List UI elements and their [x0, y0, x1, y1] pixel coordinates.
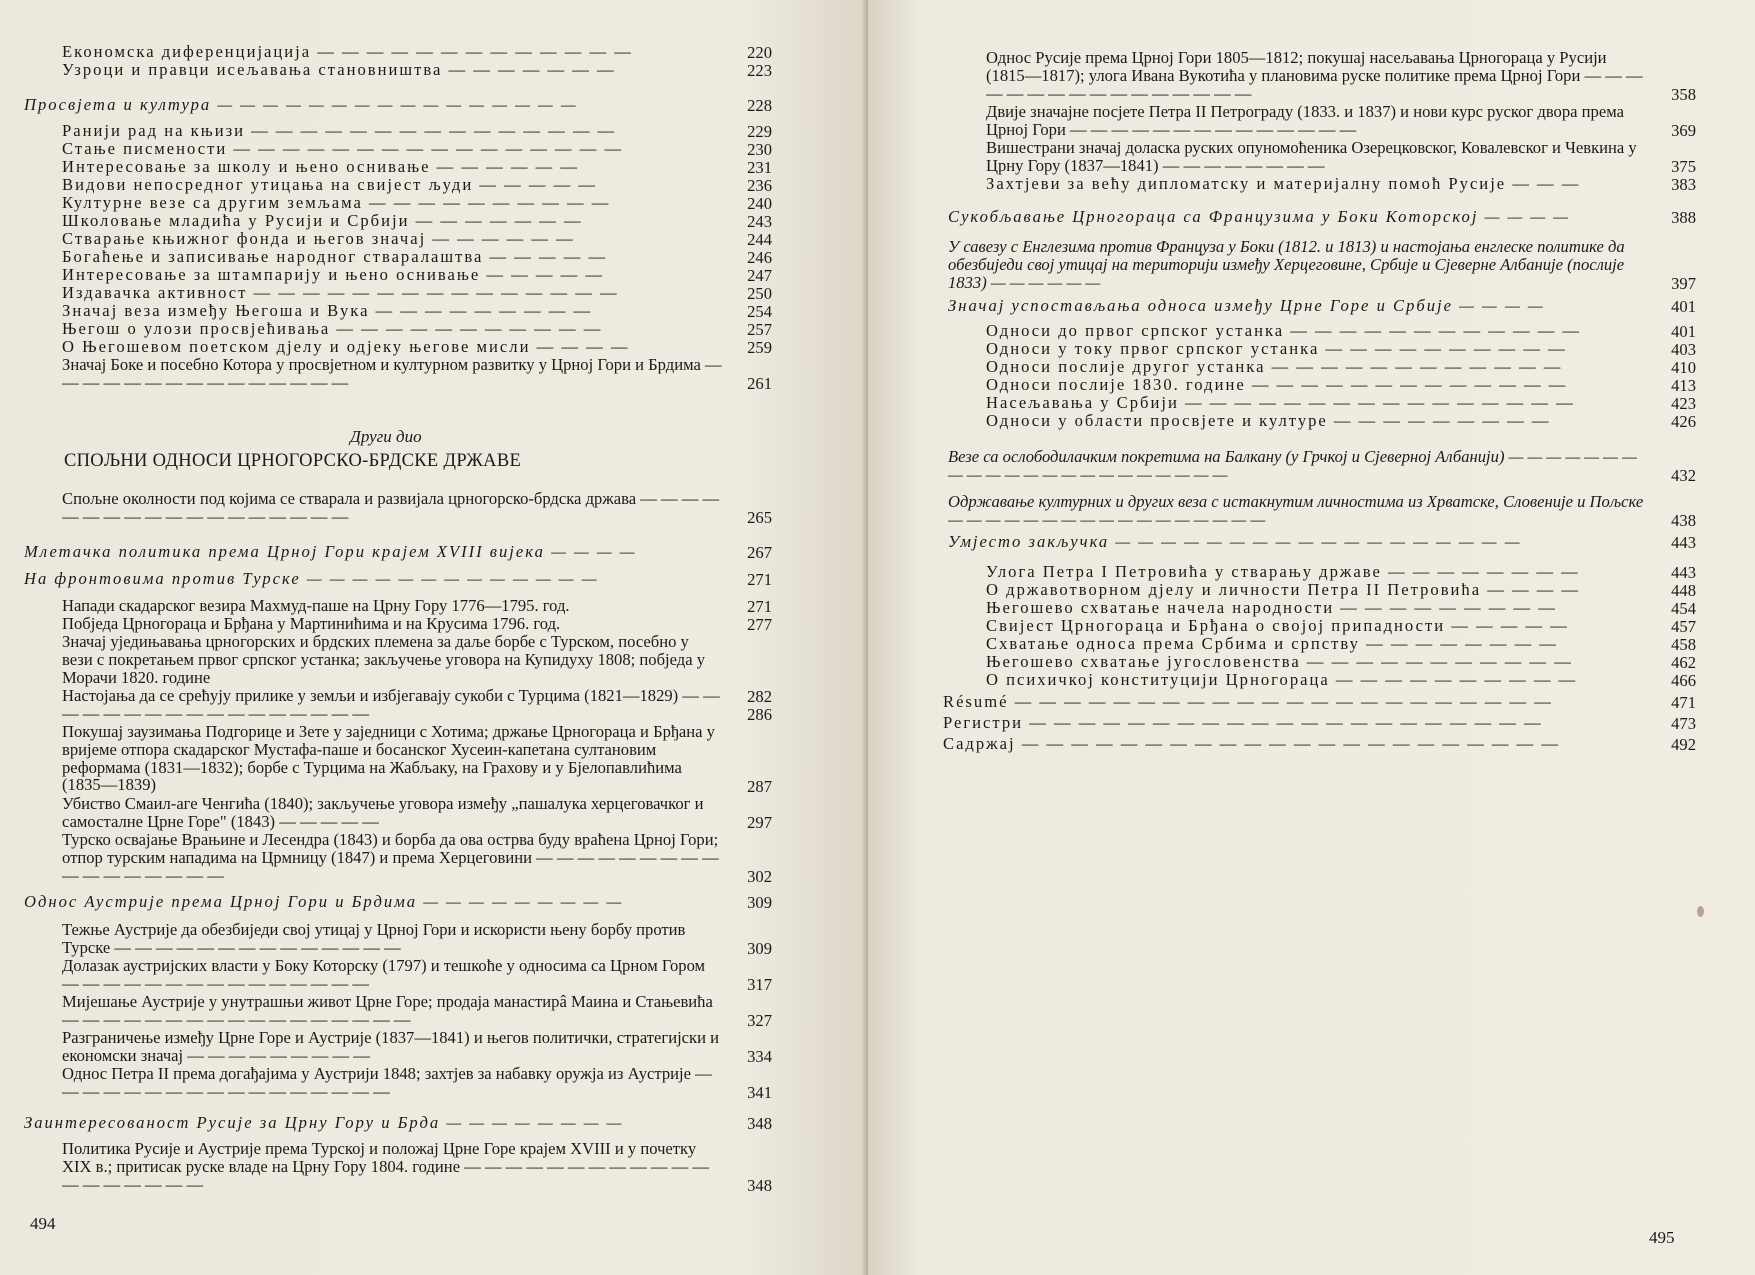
entry-page: 243 [747, 212, 772, 231]
entry-page: 492 [1671, 735, 1696, 754]
entry-page: 228 [747, 96, 772, 115]
toc-section [24, 543, 772, 561]
entry-text: Мијешање Аустрије у унутрашњи живот Црне Горе; продаја манастирâ Маина и Стањевића — — — — — — — — — — — — — — — — — [62, 993, 713, 1029]
toc-entry [943, 714, 1696, 732]
toc-entry [62, 320, 772, 338]
toc-section [24, 96, 772, 114]
entry-text: Спољне околности под којима се стварала и развијала црногорско-брдска држава — — — — — — — — — — — — — — — — — — [62, 490, 720, 526]
toc-entry [62, 248, 772, 266]
toc-entry [62, 176, 772, 194]
entry-text: О психичкој конституцији Црногораца — — — — — — — — — — [986, 671, 1578, 689]
toc-entry [986, 139, 1696, 175]
entry-text: Покушај заузимања Подгорице и Зете у заједници с Хотима; држање Црногораца и Брђана у вријеме отпора скадарског Мустафа-паше и босанског Хусеин-капетана султановим реформама (1831—1832); борбе с Турцима на Жабљаку, на Грахову и у Бјелопавлићима (1835—1839) [62, 723, 715, 795]
toc-entry [62, 1065, 772, 1101]
entry-page: 254 [747, 302, 772, 321]
page-number: 494 [30, 1214, 56, 1233]
entry-text: Интересовање за школу и њено оснивање — — — — — — [62, 158, 579, 176]
entry-page: 401 [1671, 297, 1696, 316]
toc-entry [62, 1029, 772, 1065]
toc-entry [62, 831, 772, 885]
entry-text: Садржај — — — — — — — — — — — — — — — — — — — — — — [943, 735, 1560, 753]
entry-text: Разграничење између Црне Горе и Аустрије (1837—1841) и његов политички, стратегијски и економски значај — — — — — — — — — [62, 1029, 720, 1065]
toc-entry [986, 635, 1696, 653]
entry-text: Улога Петра I Петровића у стварању државе — — — — — — — — [986, 563, 1580, 581]
entry-text: Ранији рад на књизи — — — — — — — — — — — — — — — [62, 122, 617, 140]
entry-page: 358 [1671, 85, 1696, 105]
entry-page: 246 [747, 248, 772, 267]
entry-page: 220 [747, 43, 772, 62]
entry-text: Значај уједињавања црногорских и брдских племена за даље борбе с Турском, посебно у вези с покретањем првог српског устанка; закључење уговора на Купидуху 1808; побједа у Морачи 1820. године [62, 633, 706, 687]
entry-text: Његошево схватање начела народности — — — — — — — — — [986, 599, 1557, 617]
toc-entry [62, 356, 772, 392]
toc-entry [986, 563, 1696, 581]
entry-page: 369 [1671, 121, 1696, 141]
entry-page: 309 [747, 939, 772, 959]
entry-page: 236 [747, 176, 772, 195]
toc-entry [62, 957, 772, 993]
entry-text: Стање писмености — — — — — — — — — — — — — — — — [62, 140, 624, 158]
entry-page: 302 [747, 867, 772, 887]
toc-entry [986, 376, 1696, 394]
entry-page: 261 [747, 374, 772, 394]
entry-text: Везе са ослободилачким покретима на Балкану (у Грчкој и Сјеверној Албанији) — — — — — — — — — — — — — — — — — — — — — — [948, 448, 1637, 484]
toc-section [24, 1114, 772, 1132]
entry-page: 257 [747, 320, 772, 339]
toc-entry [986, 322, 1696, 340]
entry-text: Издавачка активност — — — — — — — — — — — — — — — [62, 284, 619, 302]
toc-entry [943, 693, 1696, 711]
entry-page: 454 [1671, 599, 1696, 618]
entry-text: Стварање књижног фонда и његов значај — — — — — — [62, 230, 575, 248]
entry-page: 457 [1671, 617, 1696, 636]
entry-text: Одржавање културних и других веза с истакнутим личностима из Хрватске, Словеније и Пољске — — — — — — — — — — — — — — — — — [948, 493, 1644, 529]
entry-text: Политика Русије и Аустрије према Турској и положај Црне Горе крајем XVIII и у почетку XIX в.; притисак руске владе на Црну Гору 1804. године — — — — — — — — — — — — — — — — — — — [62, 1140, 709, 1194]
entry-page: 432 [1671, 466, 1696, 486]
entry-page: 267 [747, 543, 772, 562]
entry-page: 259 [747, 338, 772, 357]
entry-page: 423 [1671, 394, 1696, 413]
entry-text: Свијест Црногораца и Брђана о својој припадности — — — — — [986, 617, 1569, 635]
entry-page: 277 [747, 615, 772, 634]
entry-page: 375 [1671, 157, 1696, 177]
entry-page: 403 [1671, 340, 1696, 359]
entry-page: 231 [747, 158, 772, 177]
entry-text: Вишестрани значај доласка руских опуномоћеника Озерецковског, Ковалевског и Чевкина у Црну Гору (1837—1841) — — — — — — — — [986, 139, 1637, 175]
toc-entry [62, 212, 772, 230]
toc-entry [62, 993, 772, 1029]
toc-entry [62, 284, 772, 302]
toc-entry [62, 302, 772, 320]
entry-text: Значај веза између Његоша и Вука — — — — — — — — — [62, 302, 593, 320]
entry-text: Односи у току првог српског устанка — — — — — — — — — — [986, 340, 1567, 358]
entry-text: Просвјета и култура — — — — — — — — — — — — — — — — [24, 96, 578, 114]
toc-section [948, 238, 1696, 292]
toc-entry [62, 266, 772, 284]
entry-page: 341 [747, 1083, 772, 1103]
entry-text: Значај Боке и посебно Котора у просвјетном и културном развитку у Црној Гори и Брдима — — — — — — — — — — — — — — — [62, 356, 722, 392]
toc-entry [943, 735, 1696, 753]
toc-section [948, 493, 1696, 529]
toc-entry [62, 490, 772, 526]
entry-page: 244 [747, 230, 772, 249]
entry-page: 348 [747, 1114, 772, 1133]
entry-page: 388 [1671, 208, 1696, 227]
toc-section [948, 448, 1696, 484]
entry-page: 383 [1671, 175, 1696, 194]
entry-text: Однос Петра II према догађајима у Аустрији 1848; захтјев за набавку оружја из Аустрије — — — — — — — — — — — — — — — — — [62, 1065, 712, 1101]
part-title: СПОЉНИ ОДНОСИ ЦРНОГОРСКО-БРДСКЕ ДРЖАВЕ [64, 451, 522, 471]
entry-text: Напади скадарског везира Махмуд-паше на Црну Гору 1776—1795. год. [62, 597, 570, 615]
entry-text: Заинтересованост Русије за Црну Гору и Брда — — — — — — — — [24, 1114, 624, 1132]
toc-entry [62, 140, 772, 158]
toc-entry [62, 338, 772, 356]
entry-text: Културне везе са другим земљама — — — — — — — — — — [62, 194, 611, 212]
entry-text: О државотворном дјелу и личности Петра II Петровића — — — — [986, 581, 1581, 599]
entry-text: Сукобљавање Црногораца са Французима у Боки Которској — — — — [948, 208, 1571, 226]
entry-text: Економска диференцијација — — — — — — — — — — — — — [62, 43, 633, 61]
entry-text: Значај успостављања односа између Црне Горе и Србије — — — — [948, 297, 1545, 315]
entry-text: Односи до првог српског устанка — — — — — — — — — — — — [986, 322, 1582, 340]
entry-text: У савезу с Енглезима против Француза у Боки (1812. и 1813) и настојања енглеске политике да обезбиједи свој утицај на територији између Херцеговине, Србије и Сјеверне Албаније (послије 1833) — — — — — — [948, 238, 1625, 292]
entry-page: 309 [747, 893, 772, 912]
entry-text: О Његошевом поетском дјелу и одјеку његове мисли — — — — [62, 338, 630, 356]
entry-text: Долазак аустријских власти у Боку Которску (1797) и тешкоће у односима са Црном Гором — — — — — — — — — — — — — — — [62, 957, 706, 993]
entry-page: 466 [1671, 671, 1696, 690]
toc-entry [62, 597, 772, 615]
toc-entry [986, 358, 1696, 376]
entry-text: Његош о улози просвјећивања — — — — — — — — — — — [62, 320, 603, 338]
toc-entry [986, 175, 1696, 193]
entry-page: 229 [747, 122, 772, 141]
entry-text: Захтјеви за већу дипломатску и материјалну помоћ Русије — — — [986, 175, 1581, 193]
paper-stain [1697, 906, 1704, 917]
entry-page: 327 [747, 1011, 772, 1031]
entry-page: 240 [747, 194, 772, 213]
entry-page: 334 [747, 1047, 772, 1067]
toc-entry [986, 394, 1696, 412]
toc-entry [986, 581, 1696, 599]
entry-page: 438 [1671, 511, 1696, 531]
toc-entry [62, 615, 772, 633]
toc-entry [986, 617, 1696, 635]
toc-entry [62, 921, 772, 957]
entry-page: 297 [747, 813, 772, 833]
entry-text: Настојања да се срећују прилике у земљи и избјегавају сукоби с Турцима (1821—1829) — — — — — — — — — — — — — — — — — [62, 687, 720, 723]
entry-page: 286 [747, 705, 772, 725]
page-number: 495 [1649, 1228, 1675, 1247]
right-page [868, 0, 1755, 1275]
toc-section [948, 297, 1696, 315]
entry-page: 426 [1671, 412, 1696, 431]
entry-page: 230 [747, 140, 772, 159]
toc-entry [62, 795, 772, 831]
entry-page: 471 [1671, 693, 1696, 712]
toc-section [24, 893, 772, 911]
toc-entry [986, 599, 1696, 617]
entry-text: Умјесто закључка — — — — — — — — — — — — — — — — — — [948, 533, 1522, 551]
entry-text: Схватање односа према Србима и српству — — — — — — — — [986, 635, 1558, 653]
entry-page: 282 [747, 687, 772, 707]
entry-page: 271 [747, 597, 772, 616]
entry-page: 317 [747, 975, 772, 995]
entry-text: Видови непосредног утицања на свијест људи — — — — — [62, 176, 597, 194]
entry-text: Његошево схватање југословенства — — — — — — — — — — — [986, 653, 1573, 671]
toc-entry [62, 687, 772, 723]
entry-page: 443 [1671, 563, 1696, 582]
entry-text: Résumé — — — — — — — — — — — — — — — — — — — — — — [943, 693, 1553, 711]
toc-entry [986, 412, 1696, 430]
entry-text: Насељавања у Србији — — — — — — — — — — — — — — — — [986, 394, 1575, 412]
entry-text: Односи у области просвјете и културе — — — — — — — — — [986, 412, 1551, 430]
toc-entry [62, 230, 772, 248]
part-heading: Други дио [350, 427, 422, 446]
toc-entry [62, 158, 772, 176]
toc-entry [986, 340, 1696, 358]
entry-page: 448 [1671, 581, 1696, 600]
entry-text: Млетачка политика према Црној Гори крајем XVIII вијека — — — — [24, 543, 637, 561]
entry-page: 401 [1671, 322, 1696, 341]
entry-page: 397 [1671, 274, 1696, 294]
toc-entry [62, 61, 772, 79]
entry-text: Двије значајне посјете Петра II Петрограду (1833. и 1837) и нови курс руског двора према Црној Гори — — — — — — — — — — — — — — [986, 103, 1624, 139]
entry-text: Убиство Смаил-аге Ченгића (1840); закључење уговора између „пашалука херцеговачког и самосталне Црне Горе" (1843) — — — — — [62, 795, 704, 831]
entry-page: 410 [1671, 358, 1696, 377]
toc-section [948, 533, 1696, 551]
entry-page: 250 [747, 284, 772, 303]
toc-entry [986, 103, 1696, 139]
entry-page: 462 [1671, 653, 1696, 672]
entry-text: На фронтовима против Турске — — — — — — — — — — — — — [24, 570, 599, 588]
entry-page: 443 [1671, 533, 1696, 552]
entry-page: 223 [747, 61, 772, 80]
entry-text: Однос Аустрије према Црној Гори и Брдима — — — — — — — — — [24, 893, 624, 911]
toc-entry [986, 49, 1696, 103]
entry-text: Односи послије другог устанка — — — — — — — — — — — — [986, 358, 1563, 376]
entry-text: Регистри — — — — — — — — — — — — — — — — — — — — — [943, 714, 1543, 732]
entry-text: Односи послије 1830. године — — — — — — — — — — — — — [986, 376, 1568, 394]
entry-page: 271 [747, 570, 772, 589]
entry-text: Тежње Аустрије да обезбиједи свој утицај у Црној Гори и искористи њену борбу против Турске — — — — — — — — — — — — — — [62, 921, 686, 957]
entry-page: 287 [747, 777, 772, 797]
toc-section [948, 208, 1696, 226]
toc-entry [986, 653, 1696, 671]
toc-entry [986, 671, 1696, 689]
entry-page: 413 [1671, 376, 1696, 395]
entry-page: 458 [1671, 635, 1696, 654]
entry-text: Школовање младића у Русији и Србији — — — — — — — [62, 212, 583, 230]
entry-text: Узроци и правци исељавања становништва — — — — — — — [62, 61, 616, 79]
entry-page: 473 [1671, 714, 1696, 733]
entry-page: 348 [747, 1176, 772, 1196]
toc-entry [62, 723, 772, 795]
toc-section [24, 570, 772, 588]
entry-text: Богаћење и записивање народног стваралаштва — — — — — [62, 248, 608, 266]
entry-text: Интересовање за штампарију и њено оснивање — — — — — [62, 266, 604, 284]
toc-entry [62, 194, 772, 212]
entry-text: Однос Русије према Црној Гори 1805—1812; покушај насељавања Црногораца у Русији (1815—1817); улога Ивана Вукотића у плановима руске политике према Црној Гори — — — — — — — — — — — — — — — — [986, 49, 1643, 103]
entry-text: Турско освајање Врањине и Лесендра (1843) и борба да ова острва буду враћена Црној Гори; отпор турским нападима на Црмницу (1847) и према Херцеговини — — — — — — — — — — — — — — — — — [62, 831, 719, 885]
toc-entry [62, 122, 772, 140]
entry-text: Побједа Црногораца и Брђана у Мартинићима и на Крусима 1796. год. [62, 615, 561, 633]
entry-page: 247 [747, 266, 772, 285]
entry-page: 265 [747, 508, 772, 528]
toc-entry [62, 1140, 772, 1194]
toc-entry [62, 43, 772, 61]
left-page [0, 0, 868, 1275]
